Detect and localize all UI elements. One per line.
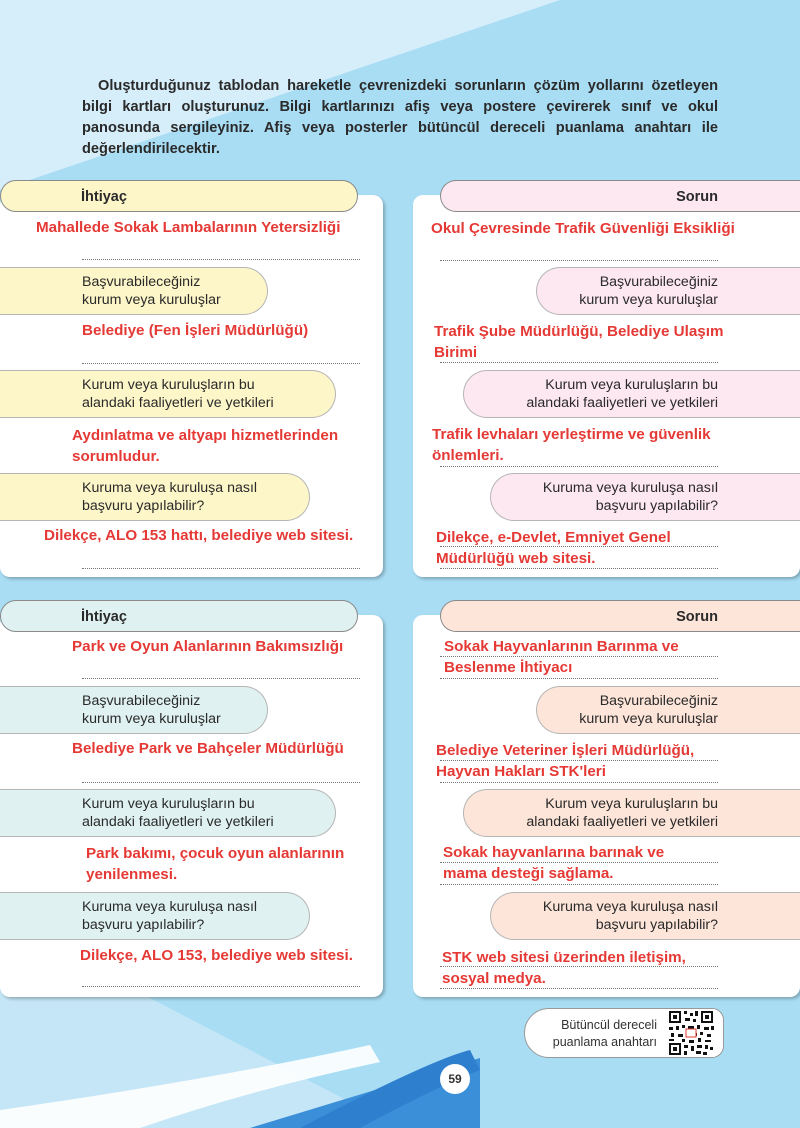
problem-label: Sorun xyxy=(676,609,718,625)
answer-institution: Belediye (Fen İşleri Müdürlüğü) xyxy=(82,322,309,339)
answer-activities: Trafik levhaları yerleştirme ve güvenlik önlemleri. xyxy=(432,426,711,464)
question-application: Kuruma veya kuruluşa nasıl başvuru yapılabilir? xyxy=(0,892,310,940)
question-activities: Kurum veya kuruluşların bu alandaki faaliyetleri ve yetkileri xyxy=(463,370,800,418)
dotted-line xyxy=(440,362,718,363)
question-activities: Kurum veya kuruluşların bu alandaki faaliyetleri ve yetkileri xyxy=(463,789,800,837)
dotted-line xyxy=(82,678,360,679)
qr-code-icon[interactable] xyxy=(667,1009,715,1057)
dotted-line xyxy=(440,568,718,569)
question-application: Kuruma veya kuruluşa nasıl başvuru yapılabilir? xyxy=(0,473,310,521)
dotted-line xyxy=(440,678,718,679)
question-activities: Kurum veya kuruluşların bu alandaki faaliyetleri ve yetkileri xyxy=(0,789,336,837)
dotted-line xyxy=(440,966,718,967)
dotted-line xyxy=(440,546,718,547)
dotted-line xyxy=(82,782,360,783)
answer-activities: Sokak hayvanlarına barınak ve mama desteği sağlama. xyxy=(443,844,665,882)
card-title: Mahallede Sokak Lambalarının Yetersizliği xyxy=(36,219,341,236)
question-institutions: Başvurabileceğiniz kurum veya kuruluşlar xyxy=(536,686,800,734)
question-institutions: Başvurabileceğiniz kurum veya kuruluşlar xyxy=(0,686,268,734)
problem-label: Sorun xyxy=(676,189,718,205)
dotted-line xyxy=(440,884,718,885)
dotted-line xyxy=(440,760,718,761)
need-tag xyxy=(0,180,358,212)
answer-application: Dilekçe, ALO 153 hattı, belediye web sitesi. xyxy=(44,527,354,544)
answer-institution: Trafik Şube Müdürlüğü, Belediye Ulaşım Birimi xyxy=(434,323,724,361)
answer-application: STK web sitesi üzerinden iletişim, sosyal medya. xyxy=(442,949,686,987)
dotted-line xyxy=(440,782,718,783)
problem-tag xyxy=(440,180,800,212)
dotted-line xyxy=(82,363,360,364)
rubric-qr-box[interactable] xyxy=(524,1008,724,1058)
dotted-line xyxy=(440,862,718,863)
answer-activities: Park bakımı, çocuk oyun alanlarının yenilenmesi. xyxy=(86,845,345,883)
problem-tag xyxy=(440,600,800,632)
answer-institution: Belediye Veteriner İşleri Müdürlüğü, Hayvan Hakları STK'leri xyxy=(436,742,695,780)
dotted-line xyxy=(440,466,718,467)
answer-application: Dilekçe, ALO 153, belediye web sitesi. xyxy=(80,947,353,964)
instructions-text: Oluşturduğunuz tablodan hareketle çevrenizdeki sorunların çözüm yollarını özetleyen bilgi kartları oluşturunuz. Bilgi kartlarınızı afiş veya postere çevirerek sınıf ve okul panosunda sergileyiniz. Afiş veya posterler bütüncül dereceli puanlama anahtarı ile değerlendirilecektir. xyxy=(82,78,718,157)
answer-institution: Belediye Park ve Bahçeler Müdürlüğü xyxy=(72,740,344,757)
qr-label: Bütüncül dereceli puanlama anahtarı xyxy=(552,1018,657,1049)
need-tag xyxy=(0,600,358,632)
dotted-line xyxy=(440,988,718,989)
question-application: Kuruma veya kuruluşa nasıl başvuru yapılabilir? xyxy=(490,473,800,521)
answer-activities: Aydınlatma ve altyapı hizmetlerinden sorumludur. xyxy=(72,427,339,465)
question-institutions: Başvurabileceğiniz kurum veya kuruluşlar xyxy=(536,267,800,315)
dotted-line xyxy=(82,986,360,987)
question-activities: Kurum veya kuruluşların bu alandaki faaliyetleri ve yetkileri xyxy=(0,370,336,418)
need-label: İhtiyaç xyxy=(81,189,127,205)
question-application: Kuruma veya kuruluşa nasıl başvuru yapılabilir? xyxy=(490,892,800,940)
dotted-line xyxy=(82,568,360,569)
dotted-line xyxy=(82,259,360,260)
answer-application: Dilekçe, e-Devlet, Emniyet Genel Müdürlüğü web sitesi. xyxy=(436,529,671,567)
dotted-line xyxy=(440,656,718,657)
page-number: 59 xyxy=(440,1064,470,1094)
card-title: Park ve Oyun Alanlarının Bakımsızlığı xyxy=(72,638,344,655)
dotted-line xyxy=(440,260,718,261)
card-title: Okul Çevresinde Trafik Güvenliği Eksikliği xyxy=(431,220,735,237)
need-label: İhtiyaç xyxy=(81,609,127,625)
card-title: Sokak Hayvanlarının Barınma ve Beslenme İhtiyacı xyxy=(444,638,679,676)
question-institutions: Başvurabileceğiniz kurum veya kuruluşlar xyxy=(0,267,268,315)
